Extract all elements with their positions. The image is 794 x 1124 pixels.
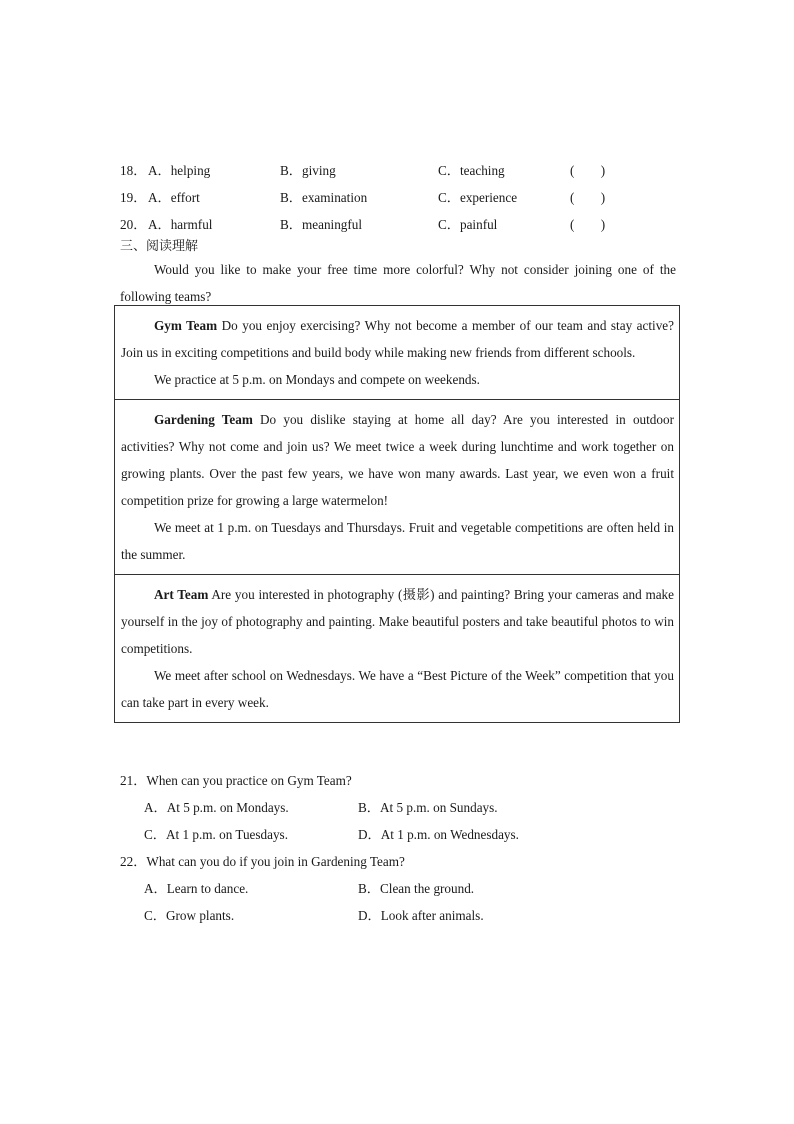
team-gardening (115, 399, 679, 574)
option-b: B．examination (280, 190, 368, 205)
option-b: B．meaningful (280, 217, 363, 232)
question-number: 19． (120, 190, 147, 205)
q21-option-a: A．At 5 p.m. on Mondays. (144, 800, 289, 815)
option-a: A．helping (148, 163, 211, 178)
option-a: A．effort (148, 190, 200, 205)
team-description (121, 312, 674, 366)
team-schedule: We meet at 1 p.m. on Tuesdays and Thursdays. Fruit and vegetable competitions are often held in the summer. (121, 520, 674, 562)
option-a: A．harmful (148, 217, 213, 232)
question-22: 22．What can you do if you join in Gardening Team? (120, 854, 405, 869)
answer-blank: ( ) (570, 163, 606, 178)
team-desc-text: Do you enjoy exercising? Why not become a member of our team and stay active? Join us in exciting competitions and build body while making new friends from different schools. (121, 318, 674, 360)
option-b: B．giving (280, 163, 336, 178)
question-number: 18． (120, 163, 147, 178)
q22-option-b: B．Clean the ground. (358, 881, 475, 896)
team-description (121, 406, 674, 514)
q22-option-a: A．Learn to dance. (144, 881, 249, 896)
choice-row-18 (120, 160, 640, 180)
reading-intro (120, 256, 676, 310)
answer-blank: ( ) (570, 217, 606, 232)
team-schedule: We practice at 5 p.m. on Mondays and compete on weekends. (154, 372, 480, 387)
team-name: Gardening Team (154, 412, 253, 427)
team-name: Gym Team (154, 318, 218, 333)
question-number: 20． (120, 217, 147, 232)
q21-option-d: D．At 1 p.m. on Wednesdays. (358, 827, 519, 842)
answer-blank: ( ) (570, 190, 606, 205)
team-gym (115, 306, 679, 399)
section-title: 三、阅读理解 (120, 239, 199, 254)
team-name: Art Team (154, 587, 209, 602)
team-desc-text: Do you dislike staying at home all day? Are you interested in outdoor activities? Why not come and join us? We meet twice a week during lunchtime and work together on growing plants. Over the past few years, we have won many awards. Last year, we even won a fruit competition prize for growing a large watermelon! (121, 412, 674, 508)
question-21: 21．When can you practice on Gym Team? (120, 773, 352, 788)
q22-option-c: C．Grow plants. (144, 908, 235, 923)
team-description (121, 581, 674, 662)
q21-option-b: B．At 5 p.m. on Sundays. (358, 800, 498, 815)
option-c: C．painful (438, 217, 498, 232)
intro-text: Would you like to make your free time more colorful? Why not consider joining one of the following teams? (120, 262, 676, 304)
team-schedule: We meet after school on Wednesdays. We have a “Best Picture of the Week” competition that you can take part in every week. (121, 668, 674, 710)
option-c: C．experience (438, 190, 518, 205)
team-art (115, 574, 679, 722)
teams-box (114, 305, 680, 723)
choice-row-19 (120, 187, 640, 207)
q22-option-d: D．Look after animals. (358, 908, 484, 923)
team-desc-text: Are you interested in photography (摄影) and painting? Bring your cameras and make yourself in the joy of photography and painting. Make beautiful posters and take beautiful photos to win competitions. (121, 587, 675, 656)
q21-option-c: C．At 1 p.m. on Tuesdays. (144, 827, 288, 842)
choice-row-20 (120, 214, 640, 234)
option-c: C．teaching (438, 163, 505, 178)
